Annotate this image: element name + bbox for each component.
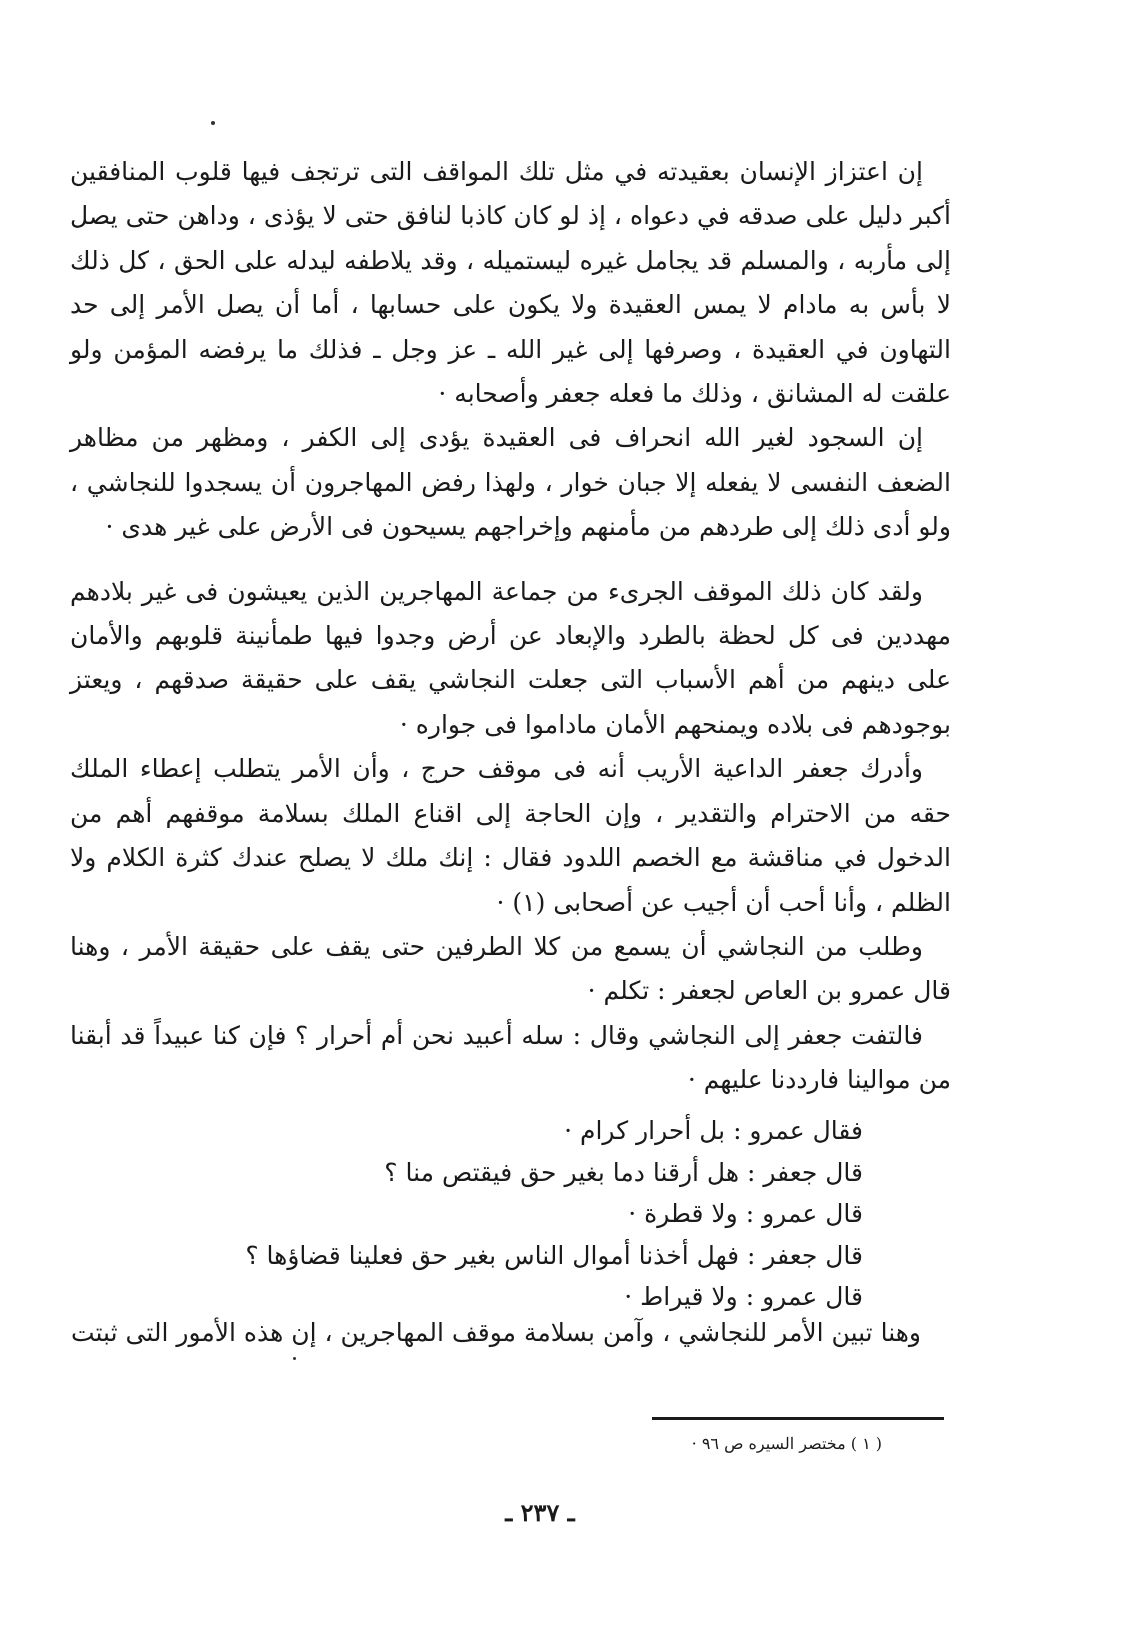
dialogue-line: قال عمرو : ولا قطرة · [628,1199,863,1229]
paragraph: ولقد كان ذلك الموقف الجرىء من جماعة المهاجرين الذين يعيشون فى غير بلادهم مهددين فى كل لحظة بالطرد والإبعاد عن أرض وجدوا فيها طمأنينة قلوبهم والأمان على دينهم من أهم الأسباب التى جعلت النجاشي يقف على حقيقة صدقهم ، ويعتز بوجودهم فى بلاده ويمنحهم الأمان ماداموا فى جواره · [70,576,951,739]
ink-speck [293,1357,296,1360]
page-number: ـ ٢٣٧ ـ [505,1498,575,1527]
footnote-divider [652,1417,944,1420]
paragraph: إن السجود لغير الله انحراف فى العقيدة يؤدى إلى الكفر ، ومظهر من مظاهر الضعف النفسى لا يفعله إلا جبان خوار ، ولهذا رفض المهاجرون أن يسجدوا للنجاشي ، ولو أدى ذلك إلى طردهم من مأمنهم وإخراجهم يسيحون فى الأرض على غير هدى · [70,423,951,542]
paragraph: وطلب من النجاشي أن يسمع من كلا الطرفين حتى يقف على حقيقة الأمر ، وهنا قال عمرو بن العاص لجعفر : تكلم · [70,931,951,1006]
paragraph: فالتفت جعفر إلى النجاشي وقال : سله أعبيد نحن أم أحرار ؟ فإن كنا عبيداً قد أبقنا من موالينا فارددنا عليهم · [70,1020,951,1095]
dialogue-line: قال عمرو : ولا قيراط · [624,1282,863,1312]
footnote: ( ١ ) مختصر السيره ص ٩٦ · [691,1434,882,1453]
dialogue-line: قال جعفر : فهل أخذنا أموال الناس بغير حق فعلينا قضاؤها ؟ [245,1240,863,1270]
closing-line: وهنا تبين الأمر للنجاشي ، وآمن بسلامة موقف المهاجرين ، إن هذه الأمور التى ثبتت [70,1318,921,1347]
paragraph: وأدرك جعفر الداعية الأريب أنه فى موقف حرج ، وأن الأمر يتطلب إعطاء الملك حقه من الاحترام والتقدير ، وإن الحاجة إلى اقناع الملك بسلامة موقفهم أهم من الدخول في مناقشة مع الخصم اللدود فقال : إنك ملك لا يصلح عندك كثرة الكلام ولا الظلم ، وأنا أحب أن أجيب عن أصحابى (١) · [70,754,951,917]
paragraph: إن اعتزاز الإنسان بعقيدته في مثل تلك المواقف التى ترتجف فيها قلوب المنافقين أكبر دليل على صدقه في دعواه ، إذ لو كان كاذبا لنافق حتى لا يؤذى ، وداهن حتى يصل إلى مأربه ، والمسلم قد يجامل غيره ليستميله ، وقد يلاطفه ليدله على الحق ، كل ذلك لا بأس به مادام لا يمس العقيدة ولا يكون على حسابها ، أما أن يصل الأمر إلى حد التهاون في العقيدة ، وصرفها إلى غير الله ـ عز وجل ـ فذلك ما يرفضه المؤمن ولو علقت له المشانق ، وذلك ما فعله جعفر وأصحابه · [70,157,951,409]
dialogue-block [245,1110,863,1318]
ink-speck [211,121,215,125]
body-text [70,150,951,1103]
dialogue-line: فقال عمرو : بل أحرار كرام · [564,1116,863,1145]
dialogue-line: قال جعفر : هل أرقنا دما بغير حق فيقتص منا ؟ [384,1157,863,1187]
